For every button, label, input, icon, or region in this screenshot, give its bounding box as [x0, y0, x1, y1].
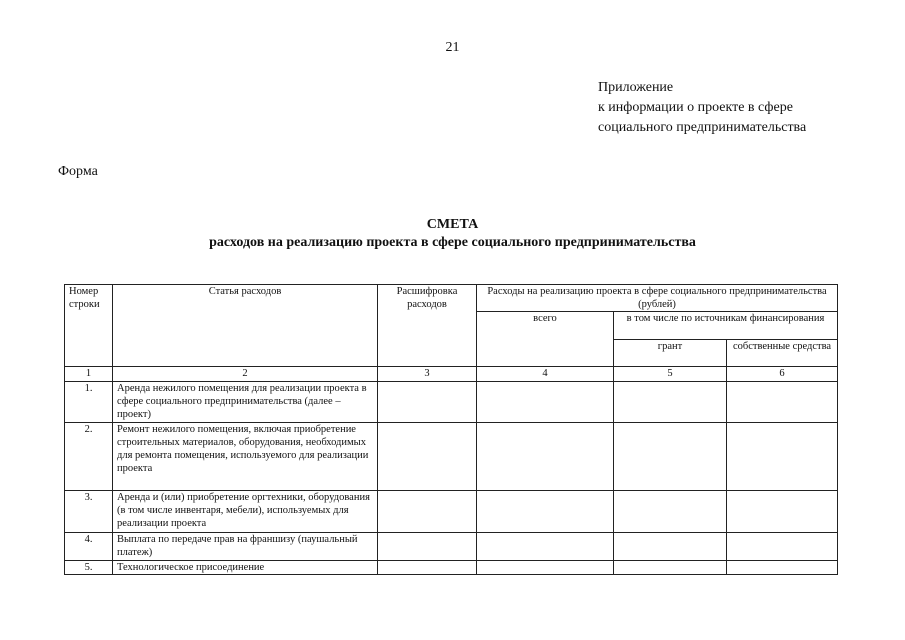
column-numbers-row	[65, 367, 838, 381]
table-row	[65, 381, 838, 422]
row-total-cell	[477, 422, 614, 490]
header-total: всего	[477, 312, 614, 367]
header-expense-item: Статья расходов	[113, 285, 378, 367]
row-expense-item: Аренда и (или) приобретение оргтехники, оборудования (в том числе инвентаря, мебели), используемых для реализации проекта	[113, 490, 378, 532]
appendix-line-1: Приложение	[598, 80, 674, 95]
appendix-line-3: социального предпринимательства	[598, 120, 807, 135]
title-subtitle: расходов на реализацию проекта в сфере социального предпринимательства	[209, 235, 696, 250]
row-number: 3.	[65, 490, 113, 532]
row-grant-cell	[614, 490, 727, 532]
form-label: Форма	[58, 164, 98, 179]
column-number: 3	[378, 367, 477, 381]
column-number: 1	[65, 367, 113, 381]
row-expense-item: Аренда нежилого помещения для реализации проекта в сфере социального предпринимательства (далее – проект)	[113, 381, 378, 422]
row-own-funds-cell	[727, 381, 838, 422]
row-breakdown-cell	[378, 381, 477, 422]
table-row	[65, 490, 838, 532]
row-breakdown-cell	[378, 560, 477, 574]
column-number: 6	[727, 367, 838, 381]
row-own-funds-cell	[727, 560, 838, 574]
row-expense-item: Ремонт нежилого помещения, включая приобретение строительных материалов, оборудования, необходимых для ремонта помещения, используемого для реализации проекта	[113, 422, 378, 490]
header-expenses-group: Расходы на реализацию проекта в сфере социального предпринимательства (рублей)	[477, 285, 838, 312]
appendix-line-2: к информации о проекте в сфере	[598, 100, 793, 115]
row-number: 5.	[65, 560, 113, 574]
row-grant-cell	[614, 381, 727, 422]
row-breakdown-cell	[378, 422, 477, 490]
column-number: 4	[477, 367, 614, 381]
column-number: 2	[113, 367, 378, 381]
appendix-block	[598, 78, 806, 138]
header-breakdown: Расшифровка расходов	[378, 285, 477, 367]
header-grant: грант	[614, 339, 727, 367]
column-number: 5	[614, 367, 727, 381]
row-grant-cell	[614, 532, 727, 560]
row-breakdown-cell	[378, 532, 477, 560]
row-total-cell	[477, 381, 614, 422]
header-own-funds: собственные средства	[727, 339, 838, 367]
document-title	[0, 216, 905, 252]
table-row	[65, 560, 838, 574]
header-sources-group: в том числе по источникам финансирования	[614, 312, 838, 340]
table-row	[65, 422, 838, 490]
row-total-cell	[477, 532, 614, 560]
row-expense-item: Выплата по передаче прав на франшизу (паушальный платеж)	[113, 532, 378, 560]
row-own-funds-cell	[727, 422, 838, 490]
row-total-cell	[477, 560, 614, 574]
row-total-cell	[477, 490, 614, 532]
row-own-funds-cell	[727, 532, 838, 560]
table-row	[65, 532, 838, 560]
row-grant-cell	[614, 422, 727, 490]
row-number: 2.	[65, 422, 113, 490]
row-expense-item: Технологическое присоединение	[113, 560, 378, 574]
row-grant-cell	[614, 560, 727, 574]
page-number: 21	[445, 40, 460, 55]
header-row-number: Номер строки	[65, 285, 113, 367]
estimate-table	[64, 284, 838, 575]
title-main: СМЕТА	[426, 217, 479, 232]
row-number: 1.	[65, 381, 113, 422]
row-breakdown-cell	[378, 490, 477, 532]
row-number: 4.	[65, 532, 113, 560]
row-own-funds-cell	[727, 490, 838, 532]
